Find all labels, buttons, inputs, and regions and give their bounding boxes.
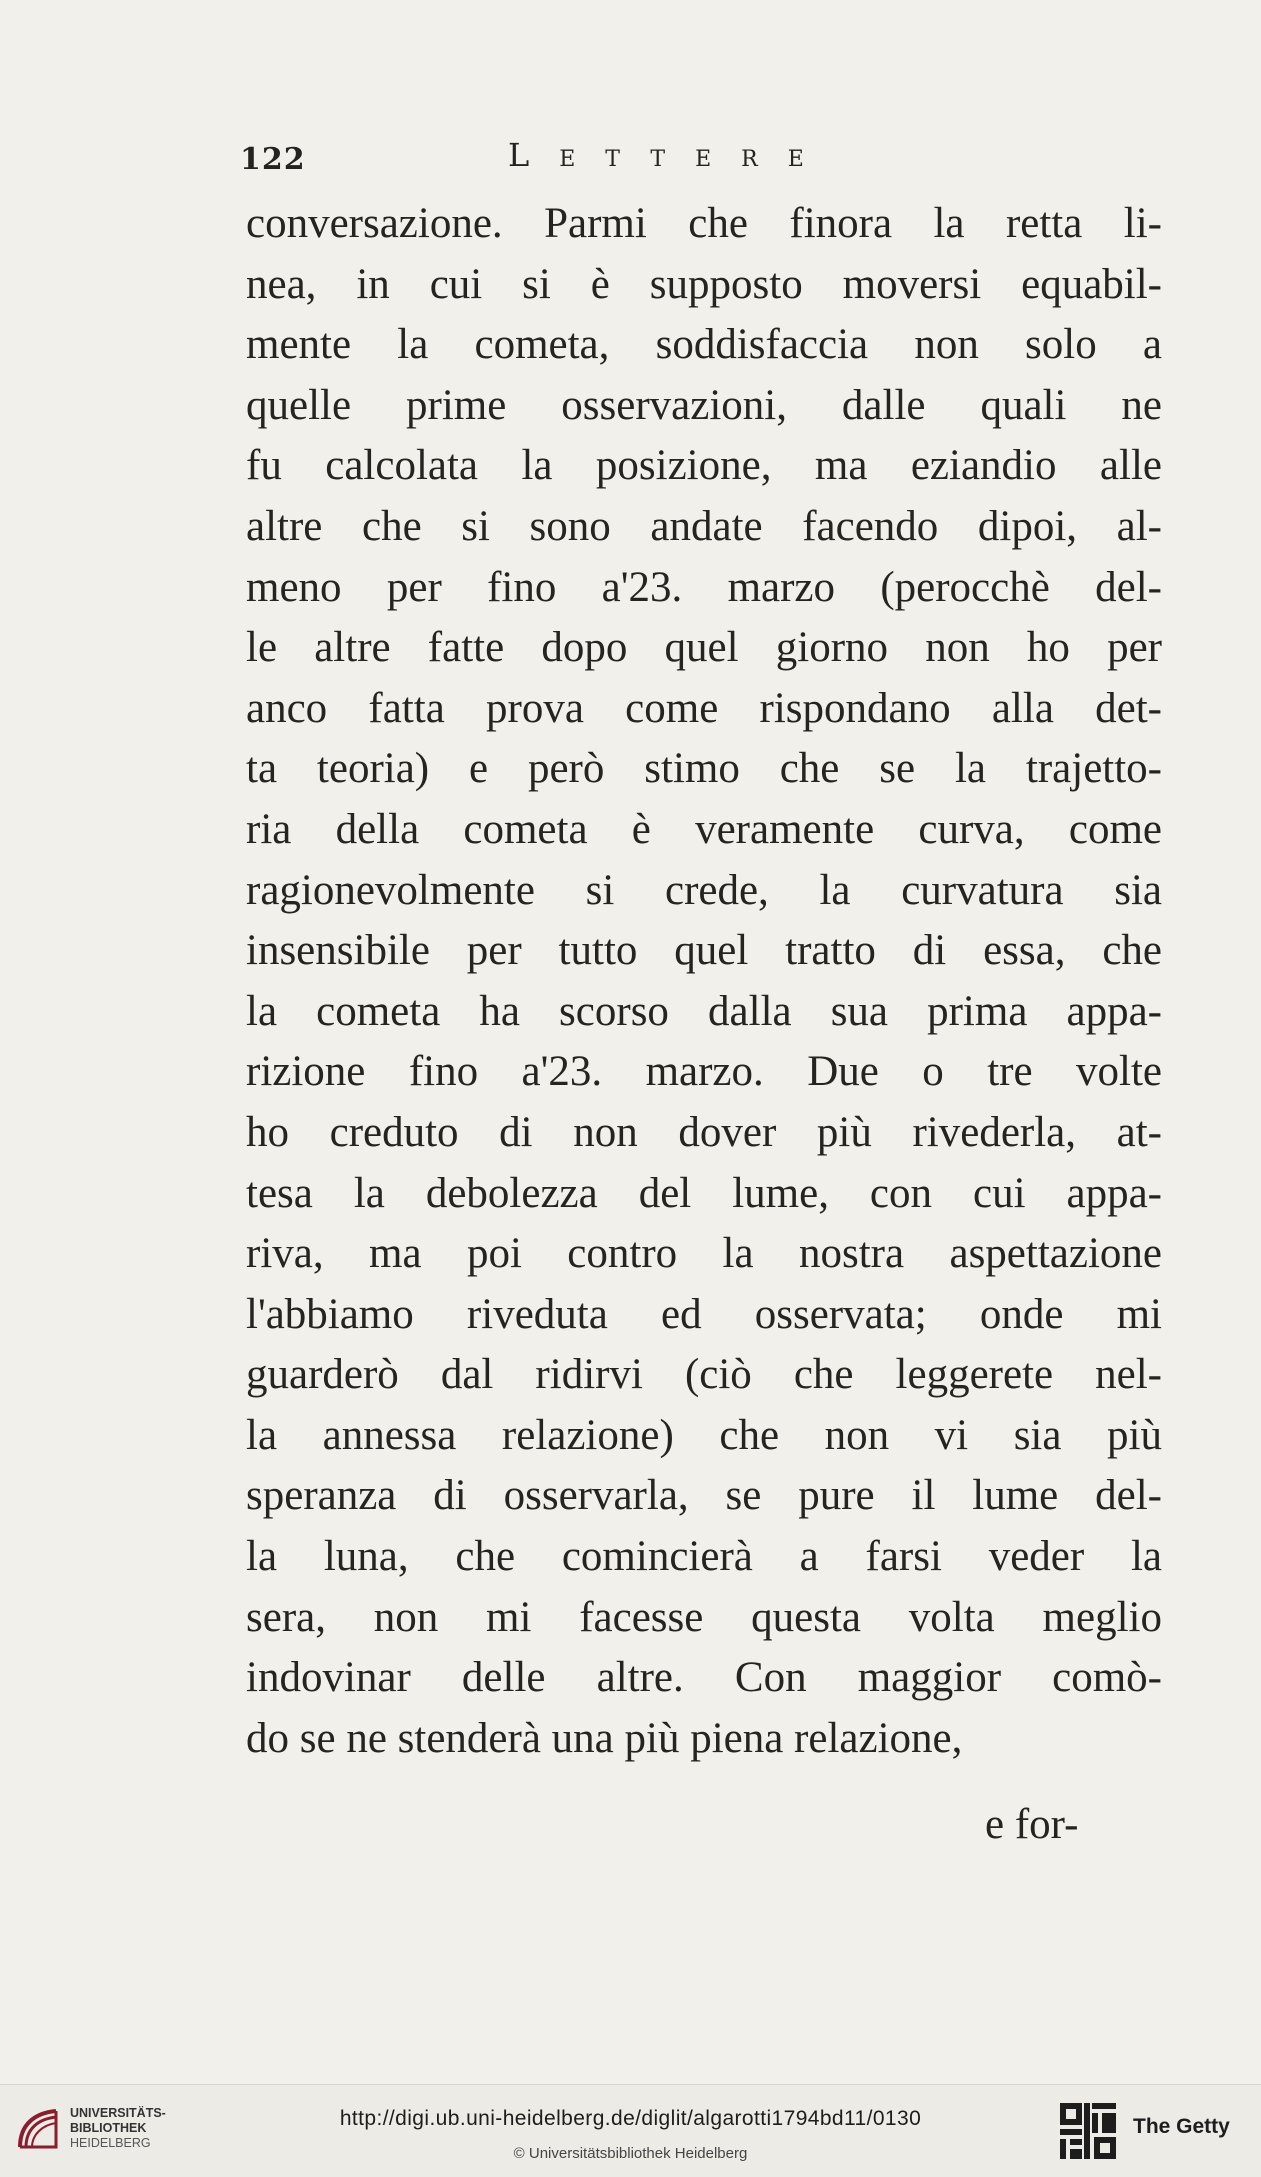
text-line: ragionevolmente si crede, la curvatura sia xyxy=(246,866,1162,914)
text-line: conversazione. Parmi che finora la retta li- xyxy=(246,200,1162,247)
text-line: insensibile per tutto quel tratto di essa, che xyxy=(246,927,1162,975)
text-line: l'abbiamo riveduta ed osservata; onde mi xyxy=(246,1290,1162,1338)
getty-logo-icon xyxy=(1058,2101,1118,2161)
text-line: ho creduto di non dover più rivederla, at- xyxy=(246,1108,1162,1156)
page-header xyxy=(240,136,900,186)
text-line: nea, in cui si è supposto moversi equabil- xyxy=(246,260,1162,308)
text-line: guarderò dal ridirvi (ciò che leggerete nel- xyxy=(246,1351,1162,1399)
text-line: quelle prime osservazioni, dalle quali ne xyxy=(246,381,1162,429)
footer-bar xyxy=(0,2084,1261,2177)
partner-name: The Getty xyxy=(1133,2115,1230,2138)
text-line: riva, ma poi contro la nostra aspettazione xyxy=(246,1230,1162,1278)
text-line: mente la cometa, soddisfaccia non solo a xyxy=(246,321,1162,369)
text-line: sera, non mi facesse questa volta meglio xyxy=(246,1593,1162,1641)
text-line: rizione fino a'23. marzo. Due o tre volte xyxy=(246,1048,1162,1096)
text-line: speranza di osservarla, se pure il lume del- xyxy=(246,1472,1162,1520)
catchword: e for- xyxy=(985,1801,1079,1848)
copyright-notice: © Universitätsbibliothek Heidelberg xyxy=(513,2145,748,2162)
text-line: ria della cometa è veramente curva, come xyxy=(246,805,1162,853)
page-number: 122 xyxy=(240,142,306,177)
text-line: anco fatta prova come rispondano alla det- xyxy=(246,684,1162,732)
text-line: la cometa ha scorso dalla sua prima appa- xyxy=(246,987,1162,1035)
text-line: la annessa relazione) che non vi sia più xyxy=(246,1411,1162,1459)
text-line: indovinar delle altre. Con maggior comò- xyxy=(246,1654,1162,1702)
text-line: tesa la debolezza del lume, con cui appa- xyxy=(246,1169,1162,1217)
body-text xyxy=(246,194,1162,1769)
text-line: le altre fatte dopo quel giorno non ho per xyxy=(246,624,1162,672)
running-title: Lettere xyxy=(508,136,834,174)
library-name: UNIVERSITÄTS- BIBLIOTHEK HEIDELBERG xyxy=(70,2106,166,2150)
text-line: do se ne stenderà una più piena relazione, xyxy=(246,1714,963,1762)
source-url-link[interactable]: http://digi.ub.uni-heidelberg.de/diglit/algarotti1794bd11/0130 xyxy=(339,2107,922,2130)
text-line: altre che si sono andate facendo dipoi, al- xyxy=(246,502,1162,550)
text-line: fu calcolata la posizione, ma eziandio alle xyxy=(246,442,1162,490)
text-line: ta teoria) e però stimo che se la trajetto- xyxy=(246,745,1162,793)
text-line: meno per fino a'23. marzo (perocchè del- xyxy=(246,563,1162,611)
text-line: la luna, che comincierà a farsi veder la xyxy=(246,1533,1162,1581)
